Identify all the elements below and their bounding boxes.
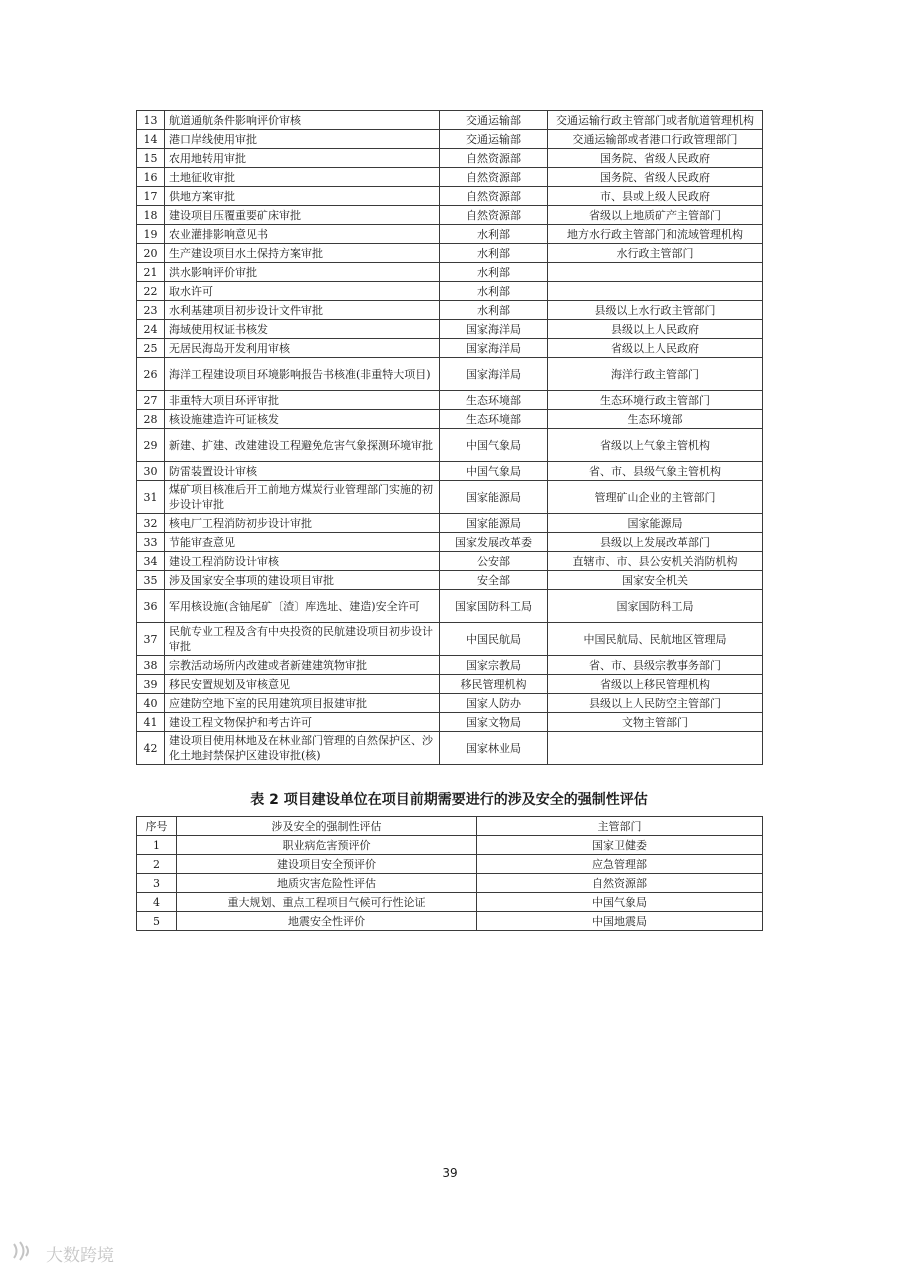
approval-item: 港口岸线使用审批 [165,130,440,149]
ministry: 中国气象局 [440,462,548,481]
responsible-dept: 管理矿山企业的主管部门 [548,481,763,514]
ministry: 国家能源局 [440,514,548,533]
row-number: 28 [137,410,165,429]
responsible-dept: 省、市、县级气象主管机构 [548,462,763,481]
row-number: 22 [137,282,165,301]
row-number: 37 [137,623,165,656]
approval-item: 涉及国家安全事项的建设项目审批 [165,571,440,590]
responsible-dept: 省级以上气象主管机构 [548,429,763,462]
ministry: 移民管理机构 [440,675,548,694]
ministry: 国家海洋局 [440,339,548,358]
approval-item: 航道通航条件影响评价审核 [165,111,440,130]
assessment-item: 建设项目安全预评价 [177,855,477,874]
watermark-text: 大数跨境 [46,1246,114,1266]
row-number: 13 [137,111,165,130]
row-number: 4 [137,893,177,912]
approval-item: 建设项目压覆重要矿床审批 [165,206,440,225]
assessment-item: 地震安全性评价 [177,912,477,931]
table-header-row [137,817,763,836]
ministry: 自然资源部 [440,149,548,168]
approval-item: 农业灌排影响意见书 [165,225,440,244]
row-number: 39 [137,675,165,694]
responsible-dept: 交通运输行政主管部门或者航道管理机构 [548,111,763,130]
responsible-dept: 省级以上移民管理机构 [548,675,763,694]
responsible-dept: 中国气象局 [477,893,763,912]
ministry: 安全部 [440,571,548,590]
row-number: 19 [137,225,165,244]
row-number: 24 [137,320,165,339]
responsible-dept: 国家卫健委 [477,836,763,855]
row-number: 1 [137,836,177,855]
table2-title: 表 2 项目建设单位在项目前期需要进行的涉及安全的强制性评估 [250,792,648,808]
approval-item: 移民安置规划及审核意见 [165,675,440,694]
responsible-dept: 国家国防科工局 [548,590,763,623]
row-number: 42 [137,732,165,765]
responsible-dept: 国务院、省级人民政府 [548,168,763,187]
approval-items-body [137,111,763,765]
table-row [137,301,763,320]
responsible-dept: 中国民航局、民航地区管理局 [548,623,763,656]
table-row [137,462,763,481]
header-assessment: 涉及安全的强制性评估 [177,817,477,836]
responsible-dept: 生态环境部 [548,410,763,429]
responsible-dept: 直辖市、市、县公安机关消防机构 [548,552,763,571]
approval-item: 海域使用权证书核发 [165,320,440,339]
table-row [137,533,763,552]
row-number: 2 [137,855,177,874]
approval-item: 供地方案审批 [165,187,440,206]
ministry: 国家人防办 [440,694,548,713]
table-row [137,912,763,931]
responsible-dept: 省级以上人民政府 [548,339,763,358]
page-number: 39 [442,1166,458,1180]
table-row [137,623,763,656]
row-number: 18 [137,206,165,225]
responsible-dept: 国家能源局 [548,514,763,533]
ministry: 自然资源部 [440,206,548,225]
row-number: 29 [137,429,165,462]
approval-items-table [136,110,763,765]
approval-item: 水利基建项目初步设计文件审批 [165,301,440,320]
ministry: 国家国防科工局 [440,590,548,623]
table-row [137,481,763,514]
approval-item: 建设工程消防设计审核 [165,552,440,571]
row-number: 34 [137,552,165,571]
ministry: 交通运输部 [440,130,548,149]
table-row [137,206,763,225]
row-number: 21 [137,263,165,282]
approval-item: 应建防空地下室的民用建筑项目报建审批 [165,694,440,713]
row-number: 23 [137,301,165,320]
table-row [137,694,763,713]
table-row [137,893,763,912]
row-number: 5 [137,912,177,931]
table-row [137,339,763,358]
ministry: 生态环境部 [440,391,548,410]
row-number: 41 [137,713,165,732]
table-row [137,225,763,244]
ministry: 中国气象局 [440,429,548,462]
table-row [137,571,763,590]
ministry: 水利部 [440,263,548,282]
approval-item: 生产建设项目水土保持方案审批 [165,244,440,263]
ministry: 水利部 [440,225,548,244]
approval-item: 宗教活动场所内改建或者新建建筑物审批 [165,656,440,675]
responsible-dept: 县级以上水行政主管部门 [548,301,763,320]
responsible-dept: 市、县或上级人民政府 [548,187,763,206]
table-row [137,429,763,462]
ministry: 水利部 [440,301,548,320]
table-row [137,168,763,187]
row-number: 16 [137,168,165,187]
ministry: 水利部 [440,282,548,301]
responsible-dept: 县级以上发展改革部门 [548,533,763,552]
watermark [10,1240,114,1267]
approval-item: 煤矿项目核准后开工前地方煤炭行业管理部门实施的初步设计审批 [165,481,440,514]
responsible-dept: 省、市、县级宗教事务部门 [548,656,763,675]
responsible-dept [548,282,763,301]
ministry: 生态环境部 [440,410,548,429]
table-row [137,590,763,623]
responsible-dept: 自然资源部 [477,874,763,893]
row-number: 30 [137,462,165,481]
approval-item: 民航专业工程及含有中央投资的民航建设项目初步设计审批 [165,623,440,656]
responsible-dept: 应急管理部 [477,855,763,874]
approval-item: 非重特大项目环评审批 [165,391,440,410]
responsible-dept: 中国地震局 [477,912,763,931]
table-row [137,320,763,339]
row-number: 33 [137,533,165,552]
responsible-dept: 生态环境行政主管部门 [548,391,763,410]
assessment-item: 地质灾害危险性评估 [177,874,477,893]
responsible-dept: 水行政主管部门 [548,244,763,263]
table-row [137,713,763,732]
sound-wave-logo-icon [10,1240,40,1267]
ministry: 水利部 [440,244,548,263]
approval-item: 核设施建造许可证核发 [165,410,440,429]
approval-item: 农用地转用审批 [165,149,440,168]
ministry: 国家能源局 [440,481,548,514]
row-number: 26 [137,358,165,391]
row-number: 40 [137,694,165,713]
table-row [137,836,763,855]
row-number: 32 [137,514,165,533]
ministry: 国家文物局 [440,713,548,732]
ministry: 自然资源部 [440,168,548,187]
responsible-dept: 地方水行政主管部门和流域管理机构 [548,225,763,244]
row-number: 15 [137,149,165,168]
approval-item: 建设项目使用林地及在林业部门管理的自然保护区、沙化土地封禁保护区建设审批(核) [165,732,440,765]
approval-item: 节能审查意见 [165,533,440,552]
approval-item: 新建、扩建、改建建设工程避免危害气象探测环境审批 [165,429,440,462]
row-number: 20 [137,244,165,263]
responsible-dept [548,263,763,282]
row-number: 35 [137,571,165,590]
responsible-dept: 国家安全机关 [548,571,763,590]
row-number: 38 [137,656,165,675]
ministry: 交通运输部 [440,111,548,130]
table-row [137,263,763,282]
row-number: 17 [137,187,165,206]
table-row [137,410,763,429]
assessment-item: 重大规划、重点工程项目气候可行性论证 [177,893,477,912]
table-row [137,149,763,168]
table-row [137,111,763,130]
ministry: 国家宗教局 [440,656,548,675]
approval-item: 建设工程文物保护和考古许可 [165,713,440,732]
approval-item: 军用核设施(含铀尾矿〔渣〕库选址、建造)安全许可 [165,590,440,623]
table-row [137,675,763,694]
approval-item: 土地征收审批 [165,168,440,187]
table-row [137,732,763,765]
safety-assessment-body [137,836,763,931]
ministry: 自然资源部 [440,187,548,206]
responsible-dept: 交通运输部或者港口行政管理部门 [548,130,763,149]
table-row [137,552,763,571]
approval-item: 洪水影响评价审批 [165,263,440,282]
table-row [137,244,763,263]
responsible-dept: 文物主管部门 [548,713,763,732]
approval-item: 海洋工程建设项目环境影响报告书核准(非重特大项目) [165,358,440,391]
ministry: 国家林业局 [440,732,548,765]
table-row [137,874,763,893]
ministry: 公安部 [440,552,548,571]
safety-assessment-table [136,816,763,931]
row-number: 3 [137,874,177,893]
row-number: 36 [137,590,165,623]
header-num: 序号 [137,817,177,836]
row-number: 14 [137,130,165,149]
ministry: 中国民航局 [440,623,548,656]
responsible-dept: 县级以上人民防空主管部门 [548,694,763,713]
header-dept: 主管部门 [477,817,763,836]
table-row [137,514,763,533]
assessment-item: 职业病危害预评价 [177,836,477,855]
responsible-dept: 国务院、省级人民政府 [548,149,763,168]
row-number: 25 [137,339,165,358]
approval-item: 取水许可 [165,282,440,301]
table-row [137,282,763,301]
responsible-dept [548,732,763,765]
table-row [137,391,763,410]
ministry: 国家发展改革委 [440,533,548,552]
table-row [137,130,763,149]
table-row [137,187,763,206]
row-number: 27 [137,391,165,410]
approval-item: 无居民海岛开发利用审核 [165,339,440,358]
row-number: 31 [137,481,165,514]
approval-item: 防雷装置设计审核 [165,462,440,481]
responsible-dept: 省级以上地质矿产主管部门 [548,206,763,225]
table-row [137,855,763,874]
table-row [137,358,763,391]
ministry: 国家海洋局 [440,358,548,391]
ministry: 国家海洋局 [440,320,548,339]
responsible-dept: 海洋行政主管部门 [548,358,763,391]
responsible-dept: 县级以上人民政府 [548,320,763,339]
table-row [137,656,763,675]
approval-item: 核电厂工程消防初步设计审批 [165,514,440,533]
